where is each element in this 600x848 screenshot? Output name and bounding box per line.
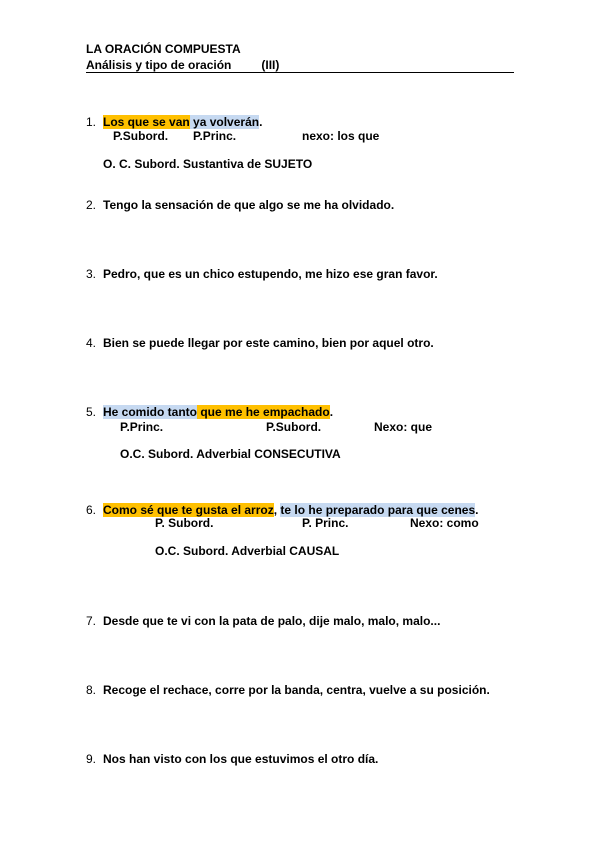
item-number: 3. — [86, 267, 97, 281]
sentence — [103, 503, 478, 517]
sentence-end: . — [259, 115, 263, 129]
main-clause: te lo he preparado para que cenes — [280, 503, 476, 517]
item-number: 5. — [86, 405, 97, 419]
clause-label: P.Princ. — [120, 420, 164, 434]
document-title: LA ORACIÓN COMPUESTA — [86, 42, 241, 56]
classification: O.C. Subord. Adverbial CAUSAL — [155, 544, 340, 558]
sentence — [103, 115, 262, 129]
sentence: Bien se puede llegar por este camino, bien por aquel otro. — [103, 336, 434, 350]
main-clause: ya volverán — [189, 115, 260, 129]
clause-label: P.Subord. — [113, 129, 169, 143]
comma: , — [273, 503, 281, 517]
sentence: Desde que te vi con la pata de palo, dije malo, malo, malo... — [103, 614, 441, 628]
main-clause: He comido tanto — [103, 405, 198, 419]
item-number: 4. — [86, 336, 97, 350]
sentence: Nos han visto con los que estuvimos el otro día. — [103, 752, 379, 766]
sentence — [103, 405, 333, 419]
subordinate-clause: que me he empachado — [197, 405, 330, 419]
item-number: 8. — [86, 683, 97, 697]
item-number: 2. — [86, 198, 97, 212]
subtitle-text: Análisis y tipo de oración — [86, 58, 232, 72]
subordinate-clause: Como sé que te gusta el arroz — [103, 503, 274, 517]
sentence-end: . — [329, 405, 334, 419]
nexo-label: nexo: los que — [302, 129, 380, 143]
item-number: 1. — [86, 115, 97, 129]
nexo-label: Nexo: que — [374, 420, 433, 434]
item-number: 6. — [86, 503, 97, 517]
document-subtitle — [86, 58, 279, 72]
header-rule — [86, 72, 514, 73]
classification: O. C. Subord. Sustantiva de SUJETO — [103, 157, 313, 171]
item-number: 7. — [86, 614, 97, 628]
sentence: Pedro, que es un chico estupendo, me hizo ese gran favor. — [103, 267, 438, 281]
item-number: 9. — [86, 752, 97, 766]
clause-label: P.Princ. — [193, 129, 237, 143]
clause-label: P.Subord. — [266, 420, 322, 434]
classification: O.C. Subord. Adverbial CONSECUTIVA — [120, 447, 341, 461]
nexo-label: Nexo: como — [410, 516, 479, 530]
subordinate-clause: Los que se van — [103, 115, 190, 129]
clause-label: P. Princ. — [302, 516, 349, 530]
sentence: Tengo la sensación de que algo se me ha olvidado. — [103, 198, 395, 212]
clause-label: P. Subord. — [155, 516, 214, 530]
subtitle-part: (III) — [261, 58, 280, 72]
sentence: Recoge el rechace, corre por la banda, centra, vuelve a su posición. — [103, 683, 490, 697]
sentence-end: . — [475, 503, 479, 517]
